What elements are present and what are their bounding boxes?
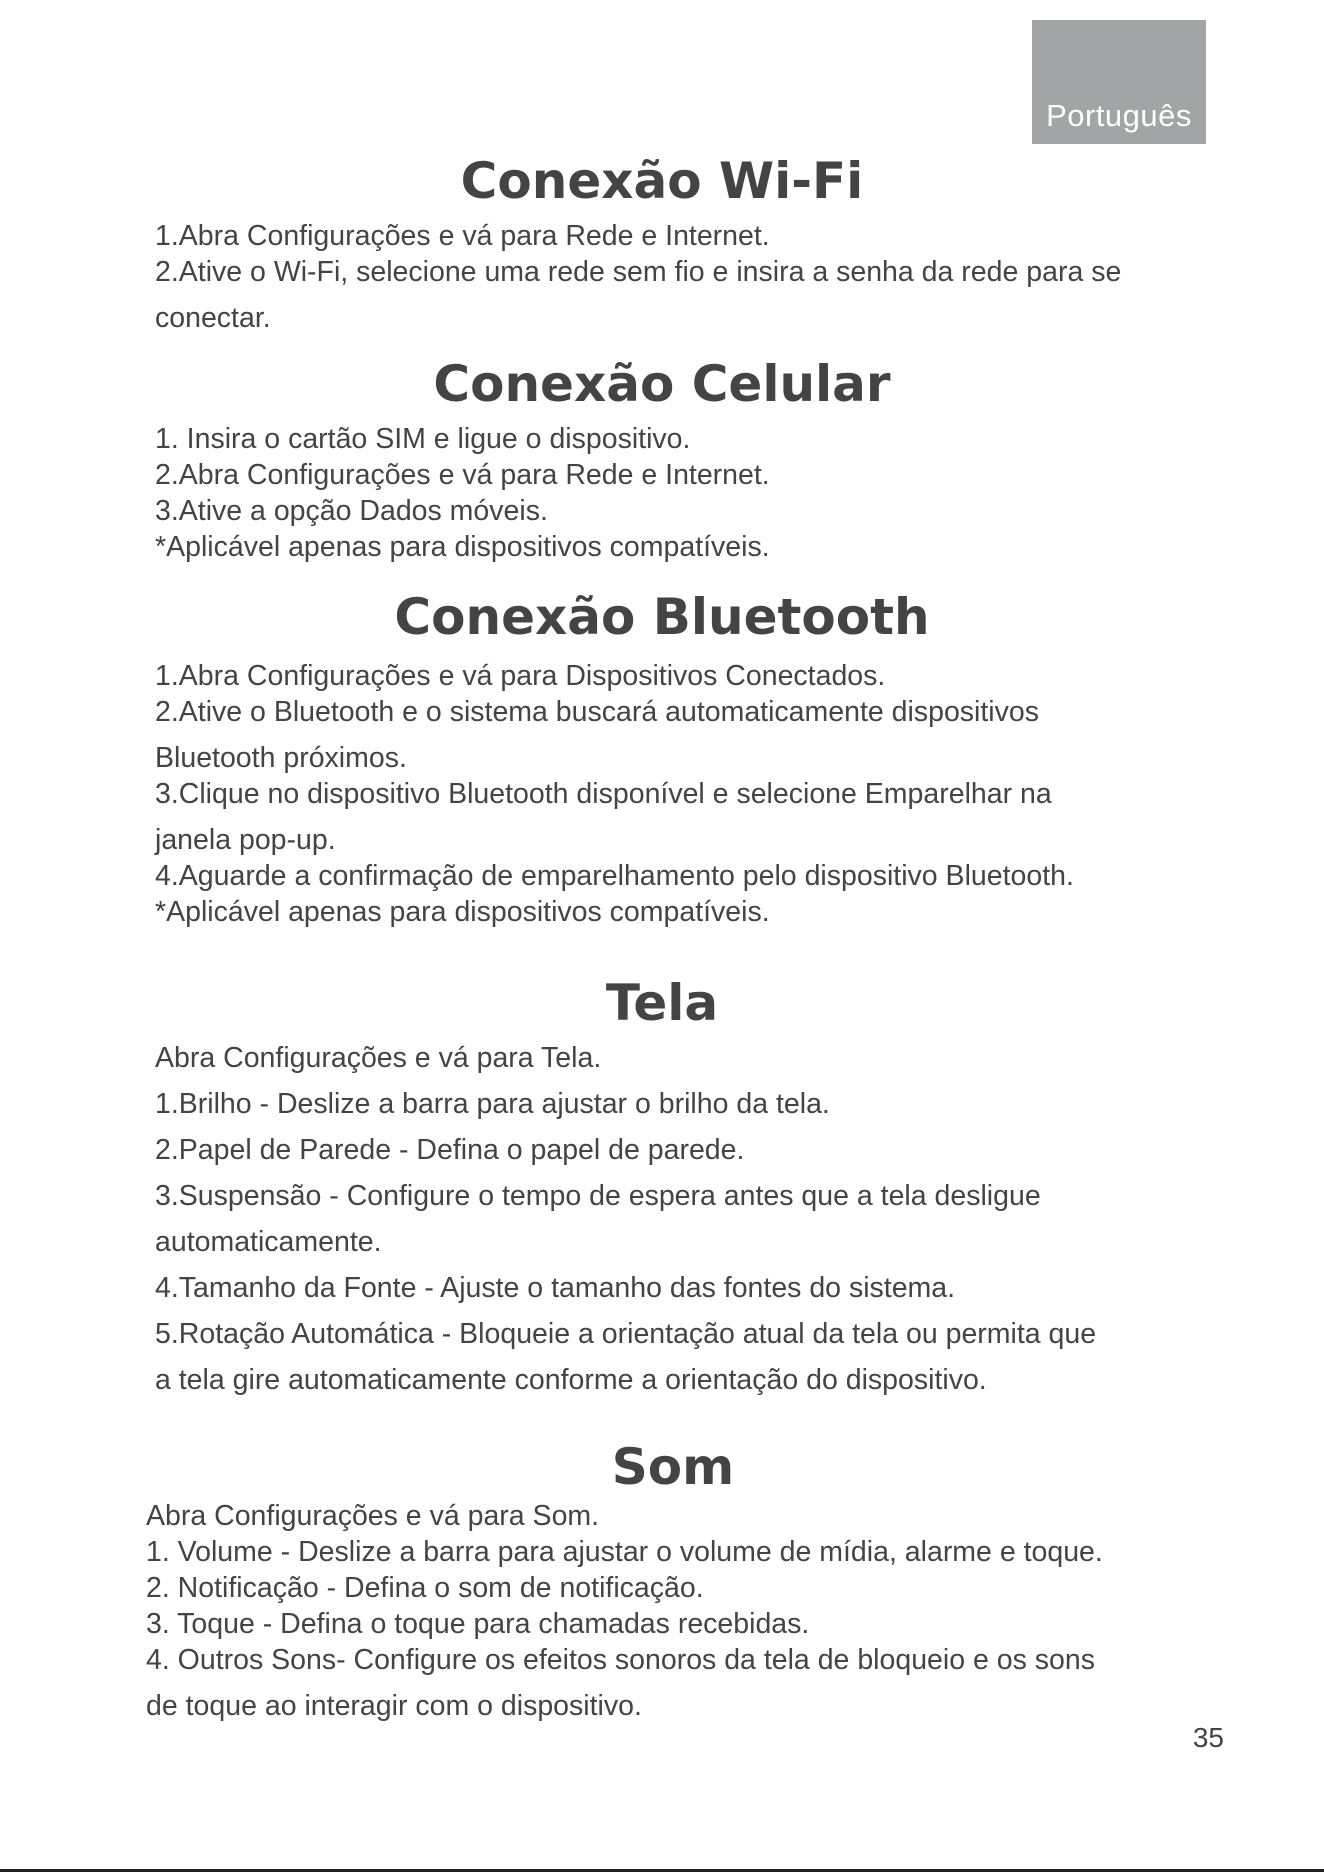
heading-sound: Som	[611, 1438, 735, 1496]
display-line-3: 2.Papel de Parede - Defina o papel de parede.	[155, 1134, 745, 1166]
page-number: 35	[1192, 1722, 1224, 1753]
sound-line-6: de toque ao interagir com o dispositivo.	[146, 1690, 642, 1722]
bluetooth-line-1: 1.Abra Configurações e vá para Dispositivos Conectados.	[155, 660, 886, 692]
cellular-line-3: 3.Ative a opção Dados móveis.	[155, 495, 548, 527]
language-tab-label: Português	[1046, 98, 1192, 133]
display-line-2: 1.Brilho - Deslize a barra para ajustar o brilho da tela.	[155, 1088, 830, 1120]
display-line-8: a tela gire automaticamente conforme a orientação do dispositivo.	[155, 1364, 987, 1396]
language-tab	[1032, 20, 1206, 144]
wifi-line-2: 2.Ative o Wi-Fi, selecione uma rede sem fio e insira a senha da rede para se	[155, 256, 1122, 288]
sound-line-3: 2. Notificação - Defina o som de notificação.	[146, 1572, 704, 1604]
heading-display: Tela	[605, 974, 719, 1032]
sound-line-2: 1. Volume - Deslize a barra para ajustar o volume de mídia, alarme e toque.	[146, 1536, 1103, 1568]
bluetooth-line-5: janela pop-up.	[155, 824, 336, 856]
sound-line-4: 3. Toque - Defina o toque para chamadas recebidas.	[146, 1608, 810, 1640]
bluetooth-line-4: 3.Clique no dispositivo Bluetooth disponível e selecione Emparelhar na	[155, 778, 1052, 810]
cellular-line-1: 1. Insira o cartão SIM e ligue o dispositivo.	[155, 423, 691, 455]
display-line-7: 5.Rotação Automática - Bloqueie a orientação atual da tela ou permita que	[155, 1318, 1097, 1350]
heading-cellular: Conexão Celular	[433, 355, 891, 413]
bluetooth-line-6: 4.Aguarde a confirmação de emparelhamento pelo dispositivo Bluetooth.	[155, 860, 1074, 892]
display-line-5: automaticamente.	[155, 1226, 382, 1258]
bluetooth-line-3: Bluetooth próximos.	[155, 742, 407, 774]
cellular-line-2: 2.Abra Configurações e vá para Rede e Internet.	[155, 459, 770, 491]
heading-bluetooth: Conexão Bluetooth	[394, 588, 930, 646]
sound-line-1: Abra Configurações e vá para Som.	[146, 1500, 600, 1532]
cellular-line-4: *Aplicável apenas para dispositivos compatíveis.	[155, 531, 770, 563]
display-line-4: 3.Suspensão - Configure o tempo de espera antes que a tela desligue	[155, 1180, 1041, 1212]
heading-wifi: Conexão Wi-Fi	[460, 152, 864, 210]
display-line-1: Abra Configurações e vá para Tela.	[155, 1042, 602, 1074]
bluetooth-line-7: *Aplicável apenas para dispositivos compatíveis.	[155, 896, 770, 928]
wifi-line-3: conectar.	[155, 302, 271, 334]
display-line-6: 4.Tamanho da Fonte - Ajuste o tamanho das fontes do sistema.	[155, 1272, 956, 1304]
wifi-line-1: 1.Abra Configurações e vá para Rede e Internet.	[155, 220, 770, 252]
sound-line-5: 4. Outros Sons- Configure os efeitos sonoros da tela de bloqueio e os sons	[146, 1644, 1095, 1676]
bluetooth-line-2: 2.Ative o Bluetooth e o sistema buscará automaticamente dispositivos	[155, 696, 1039, 728]
